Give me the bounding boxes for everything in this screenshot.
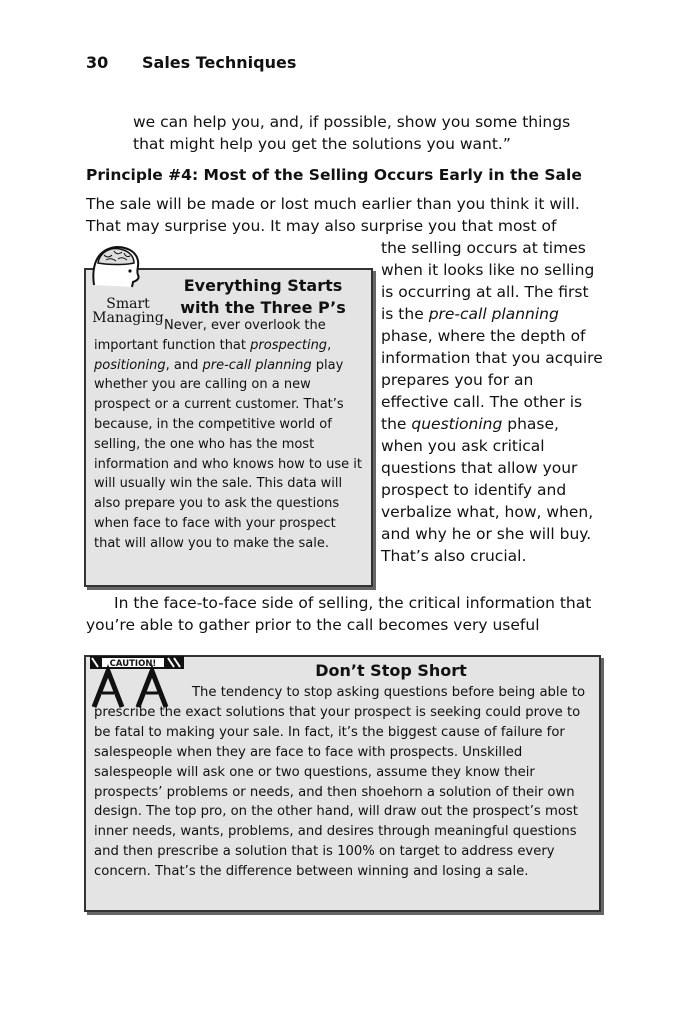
sidebar-text-1: Never, ever overlook the important function that xyxy=(94,318,326,353)
quote-continuation: we can help you, and, if possible, show you some things that might help you get the solutions you want.” xyxy=(133,113,571,153)
column-text-3: phase, when you ask critical questions that allow your prospect to identify and verbalize what, how, when, and why he or she will buy. That’s also crucial. xyxy=(381,415,594,565)
sidebar-text-3: , and xyxy=(165,357,203,373)
sidebar-title-line2: with the Three P’s xyxy=(180,298,346,317)
sidebar-emphasis-precall: pre-call planning xyxy=(202,357,312,373)
smart-label-line1: Smart xyxy=(106,296,150,312)
body-paragraph-1: The sale will be made or lost much earlier than you think it will. That may surprise you. It may also surprise you that most of xyxy=(86,195,580,235)
body-paragraph-2 xyxy=(86,592,606,636)
running-title: Sales Techniques xyxy=(142,53,297,72)
running-header xyxy=(86,53,296,72)
principle-heading: Principle #4: Most of the Selling Occurs Early in the Sale xyxy=(86,166,582,184)
caution-body xyxy=(94,683,592,882)
column-text-2: phase, where the depth of information that you acquire prepares you for an effective call. The other is the xyxy=(381,327,603,433)
sidebar-body xyxy=(94,316,364,554)
sidebar-title-line1: Everything Starts xyxy=(183,276,343,295)
sidebar-text-2: , xyxy=(327,337,332,353)
sidebar-text-4: play whether you are calling on a new prospect or a current customer. That’s because, in the competitive world of selling, the one who has the most information and who knows how to use it will usually win the sale. This data will also prepare you to ask the questions when face to face with your prospect that will allow you to make the sale. xyxy=(94,357,362,551)
page-number: 30 xyxy=(86,53,109,72)
caution-sign-text: CAUTION! xyxy=(109,659,157,669)
sidebar-title xyxy=(178,275,348,319)
wrapped-column-text xyxy=(381,237,603,567)
caution-body-text: The tendency to stop asking questions before being able to prescribe the exact solutions that your prospect is seeking could prove to be fatal to making your sale. In fact, it’s the biggest cause of failure for salespeople when they are face to face with prospects. Unskilled salespeople will ask one or two questions, assume they know their prospects’ problems or needs, and then shoehorn a solution of their own design. The top pro, on the other hand, will draw out the prospect’s most inner needs, wants, problems, and desires through meaningful questions and then prescribe a solution that is 100% on target to address every concern. That’s the difference between winning and losing a sale. xyxy=(94,685,586,880)
smart-label-line2: Managing xyxy=(92,310,164,326)
body-paragraph-2-text: In the face-to-face side of selling, the critical information that you’re able to gather prior to the call becomes very useful xyxy=(86,594,592,634)
caution-title: Don’t Stop Short xyxy=(315,661,467,680)
column-text-1: the selling occurs at times when it looks like no selling is occurring at all. The first is the xyxy=(381,239,595,323)
column-emphasis-questioning: questioning xyxy=(411,415,503,433)
brain-head-icon xyxy=(86,241,146,289)
sidebar-emphasis-prospecting: prospecting xyxy=(250,337,328,353)
sidebar-emphasis-positioning: positioning xyxy=(94,357,166,373)
column-emphasis-precall: pre-call planning xyxy=(428,305,559,323)
